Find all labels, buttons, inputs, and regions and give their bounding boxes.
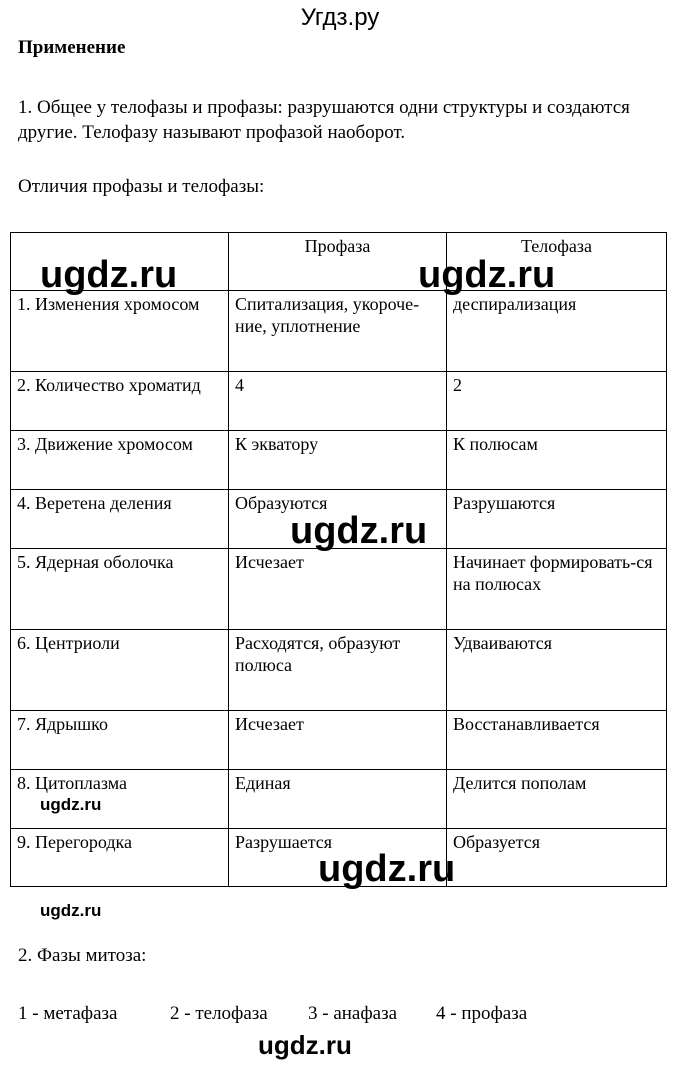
row-label: 1. Изменения хромосом (11, 291, 229, 372)
prophase-cell: Исчезает (229, 549, 447, 630)
telophase-cell: Начинает формировать-ся на полюсах (447, 549, 667, 630)
table-row (11, 549, 667, 630)
table-row (11, 770, 667, 829)
row-label: 4. Веретена деления (11, 490, 229, 549)
phase-item: 4 - профаза (436, 1003, 528, 1024)
telophase-cell: Восстанавливается (447, 711, 667, 770)
prophase-cell: 4 (229, 372, 447, 431)
prophase-cell: Расходятся, образуют полюса (229, 630, 447, 711)
prophase-cell: Спитализация, укороче-ние, уплотнение (229, 291, 447, 372)
watermark-logo: ugdz.ru (40, 795, 102, 814)
prophase-cell: Единая (229, 770, 447, 829)
row-label: 8. Цитоплазма (11, 770, 229, 829)
row-label: 6. Центриоли (11, 630, 229, 711)
watermark-logo: ugdz.ru (418, 254, 556, 296)
telophase-cell: Делится пополам (447, 770, 667, 829)
table-row (11, 291, 667, 372)
paragraph-1: 1. Общее у телофазы и профазы: разрушаются одни структуры и создаются другие. Телофазу называют профазой наоборот. (18, 97, 630, 143)
table-row (11, 431, 667, 490)
row-label: 3. Движение хромосом (11, 431, 229, 490)
telophase-cell: Образуется (447, 829, 667, 887)
watermark-logo: ugdz.ru (40, 901, 102, 920)
prophase-cell: Образуются (229, 490, 447, 549)
phase-item: 3 - анафаза (308, 1003, 398, 1024)
table-row (11, 711, 667, 770)
mitosis-phases (18, 1003, 658, 1029)
table-row (11, 372, 667, 431)
watermark-logo: ugdz.ru (40, 254, 178, 296)
row-label: 9. Перегородка (11, 829, 229, 887)
section-heading: Применение (18, 37, 126, 58)
row-label: 2. Количество хроматид (11, 372, 229, 431)
row-label: 5. Ядерная оболочка (11, 549, 229, 630)
header-cell-telophase: Телофаза (447, 233, 667, 291)
row-label: 7. Ядрышко (11, 711, 229, 770)
telophase-cell: Разрушаются (447, 490, 667, 549)
phase-item: 1 - метафаза (18, 1003, 118, 1024)
prophase-cell: К экватору (229, 431, 447, 490)
comparison-table (10, 232, 667, 887)
watermark-logo: ugdz.ru (290, 510, 428, 552)
telophase-cell: 2 (447, 372, 667, 431)
table-caption: Отличия профазы и телофазы: (18, 176, 265, 197)
header-cell-prophase: Профаза (229, 233, 447, 291)
site-title: Угдз.ру (300, 4, 380, 31)
prophase-cell: Исчезает (229, 711, 447, 770)
paragraph-2: 2. Фазы митоза: (18, 945, 147, 966)
watermark-logo: ugdz.ru (318, 848, 456, 890)
watermark-logo: ugdz.ru (258, 1030, 352, 1060)
table-row (11, 630, 667, 711)
prophase-cell: Разрушается (229, 829, 447, 887)
phase-item: 2 - телофаза (170, 1003, 268, 1024)
telophase-cell: Удваиваются (447, 630, 667, 711)
telophase-cell: К полюсам (447, 431, 667, 490)
telophase-cell: деспирализация (447, 291, 667, 372)
